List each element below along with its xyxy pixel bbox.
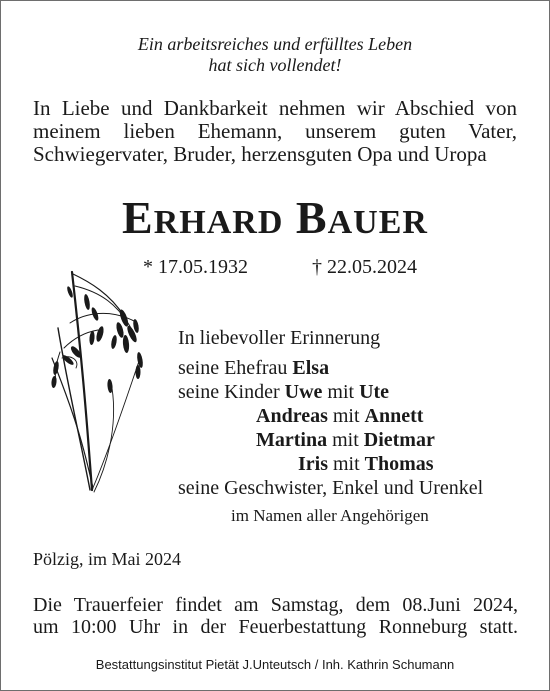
intro-text (33, 97, 517, 166)
wife-name: Elsa (292, 357, 330, 379)
first-name-initial: E (122, 192, 154, 243)
intro-line-1: In Liebe und Dankbarkeit nehmen wir Abschied von (33, 96, 517, 120)
service-line-2: um 10:00 Uhr in der Feuerbestattung Ronneburg statt. (33, 616, 518, 638)
grass-ear-icon (40, 268, 155, 493)
funeral-home-footer: Bestattungsinstitut Pietät J.Unteutsch / Inh. Kathrin Schumann (95, 657, 455, 672)
last-name-initial: B (295, 192, 328, 243)
relatives-line: im Namen aller Angehörigen (231, 506, 429, 525)
intro-line-3: Schwiegervater, Bruder, herzensguten Opa und Uropa (33, 142, 487, 166)
with-word: mit (328, 453, 365, 475)
place-date: Pölzig, im Mai 2024 (33, 549, 181, 569)
with-word: mit (327, 405, 365, 427)
child-name: Uwe (284, 381, 323, 403)
last-name-rest: AUER (327, 204, 428, 241)
motto (0, 34, 550, 76)
intro-line-2: meinem lieben Ehemann, unserem guten Vater, (33, 119, 517, 143)
children-line-2 (256, 405, 423, 428)
child-name: Andreas (256, 405, 328, 427)
partner-name: Ute (359, 381, 390, 403)
birth-date: * 17.05.1932 (143, 256, 248, 278)
service-info (33, 594, 518, 638)
with-word: mit (322, 381, 360, 403)
first-name-rest: RHARD (153, 204, 284, 241)
motto-line-2: hat sich vollendet! (208, 55, 342, 75)
wife-prefix: seine Ehefrau (178, 357, 293, 379)
death-date: † 22.05.2024 (312, 256, 417, 278)
mourners-heading: In liebevoller Erinnerung (178, 327, 381, 349)
partner-name: Annett (364, 405, 424, 427)
child-name: Martina (256, 429, 328, 451)
children-prefix: seine Kinder (178, 381, 285, 403)
wife-line (178, 357, 329, 380)
with-word: mit (327, 429, 364, 451)
siblings-line: seine Geschwister, Enkel und Urenkel (178, 477, 484, 499)
partner-name: Thomas (364, 453, 434, 475)
children-line-4 (298, 453, 434, 476)
child-name: Iris (298, 453, 328, 475)
service-line-1: Die Trauerfeier findet am Samstag, dem 08.Juni 2024, (33, 594, 518, 616)
motto-line-1: Ein arbeitsreiches und erfülltes Leben (137, 34, 413, 54)
deceased-name (0, 194, 550, 247)
children-line-1 (178, 381, 389, 404)
partner-name: Dietmar (363, 429, 435, 451)
children-line-3 (256, 429, 435, 452)
